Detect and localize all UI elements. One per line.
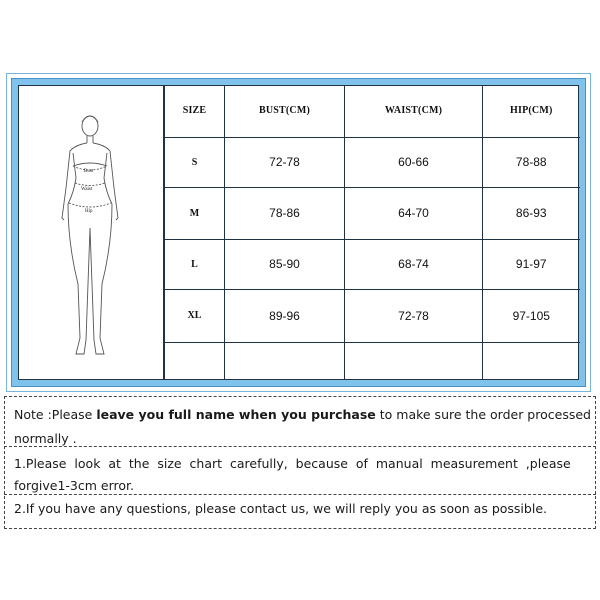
hip-cell bbox=[483, 342, 580, 380]
waist-label: Waist bbox=[81, 187, 93, 192]
note-line-1 bbox=[14, 407, 591, 422]
header-hip: HIP(CM) bbox=[483, 85, 580, 137]
hip-cell: 78-88 bbox=[483, 137, 580, 187]
note-suffix: to make sure the order processed bbox=[375, 407, 591, 422]
bust-cell: 89-96 bbox=[225, 289, 345, 342]
table-row bbox=[165, 289, 580, 342]
note-divider bbox=[4, 446, 596, 447]
bust-label: Bust bbox=[84, 169, 94, 174]
note-prefix: Note :Please bbox=[14, 407, 97, 422]
hip-cell: 97-105 bbox=[483, 289, 580, 342]
size-cell: L bbox=[165, 239, 225, 289]
bust-cell: 78-86 bbox=[225, 187, 345, 239]
bust-cell bbox=[225, 342, 345, 380]
table-row bbox=[165, 187, 580, 239]
waist-cell: 72-78 bbox=[345, 289, 483, 342]
header-size: SIZE bbox=[165, 85, 225, 137]
waist-cell: 64-70 bbox=[345, 187, 483, 239]
size-cell: XL bbox=[165, 289, 225, 342]
table-row bbox=[165, 137, 580, 187]
note-divider bbox=[4, 494, 596, 495]
note-item-1-line-1: 1.Please look at the size chart carefully, because of manual measurement ,please bbox=[14, 456, 571, 471]
note-item-2: 2.If you have any questions, please contact us, we will reply you as soon as possible. bbox=[14, 501, 547, 516]
table-row bbox=[165, 342, 580, 380]
size-cell: M bbox=[165, 187, 225, 239]
hip-cell: 86-93 bbox=[483, 187, 580, 239]
size-cell bbox=[165, 342, 225, 380]
note-bold: leave you full name when you purchase bbox=[96, 407, 376, 422]
waist-cell: 60-66 bbox=[345, 137, 483, 187]
waist-cell bbox=[345, 342, 483, 380]
hip-cell: 91-97 bbox=[483, 239, 580, 289]
header-bust: BUST(CM) bbox=[225, 85, 345, 137]
waist-cell: 68-74 bbox=[345, 239, 483, 289]
table-header-row bbox=[165, 85, 580, 137]
header-waist: WAIST(CM) bbox=[345, 85, 483, 137]
bust-cell: 72-78 bbox=[225, 137, 345, 187]
body-figure-icon bbox=[40, 108, 140, 370]
note-line-2: normally . bbox=[14, 431, 77, 446]
size-chart-table bbox=[164, 85, 580, 380]
table-row bbox=[165, 239, 580, 289]
size-cell: S bbox=[165, 137, 225, 187]
note-item-1-line-2: forgive1-3cm error. bbox=[14, 478, 134, 493]
hip-label: Hip bbox=[85, 209, 93, 214]
bust-cell: 85-90 bbox=[225, 239, 345, 289]
